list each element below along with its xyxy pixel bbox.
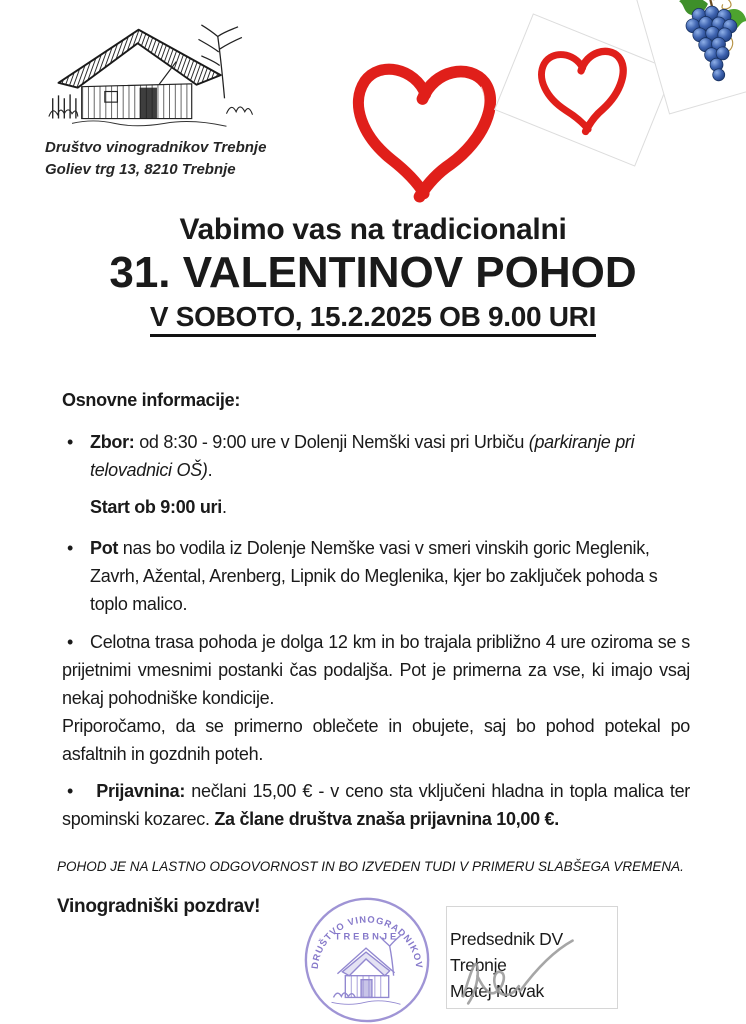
signature-block [446, 906, 618, 1009]
stamp-center-text: TREBNJE [334, 931, 400, 942]
page-title: 31. VALENTINOV POHOD [109, 248, 637, 297]
zbor-text: od 8:30 - 9:00 ure v Dolenji Nemški vasi pri Urbiču [134, 432, 529, 452]
list-item-zbor [62, 428, 690, 484]
pot-text: nas bo vodila iz Dolenje Nemške vasi v smeri vinskih goric Meglenik, Zavrh, Ažental, Arenberg, Lipnik do Meglenika, kjer bo zaključek pohoda s toplo malico. [90, 538, 658, 614]
closing-greeting: Vinogradniški pozdrav! [57, 896, 261, 917]
stamp-arc-text: DRUŠTVO VINOGRADNIKOV [309, 914, 425, 970]
pot-label: Pot [90, 538, 119, 558]
signature-image [449, 937, 611, 1009]
section-heading: Osnovne informacije: [62, 390, 241, 410]
zbor-note: (parkiranje pri telovadnici OŠ) [90, 432, 635, 480]
organization-address [45, 137, 266, 181]
start-line [62, 493, 690, 521]
grapes-icon [672, 0, 746, 87]
start-period: . [221, 497, 227, 517]
title-block [0, 213, 746, 337]
title-intro: Vabimo vas na tradicionalni [179, 213, 567, 246]
disclaimer-text: POHOD JE NA LASTNO ODGOVORNOST IN BO IZVEDEN TUDI V PRIMERU SLABŠEGA VREMENA. [57, 859, 684, 874]
heart-icon [348, 56, 500, 204]
zbor-label: Zbor: [90, 432, 135, 452]
prijavnina-bold-tail: Za člane društva znaša prijavnina 10,00 €. [214, 809, 559, 829]
president-name: Matej Novak [450, 981, 544, 1001]
trasa-text: Celotna trasa pohoda je dolga 12 km in bo trajala približno 4 ure oziroma se s prijetnimi vmesnimi postanki čas podaljša. Pot je primerna za vse, ki imajo vsaj nekaj pohodniške kondicije. [62, 632, 690, 708]
info-list [62, 428, 690, 484]
zbor-period: . [207, 460, 213, 480]
list-item-pot [62, 534, 690, 618]
start-bold: Start ob 9:00 uri [90, 497, 222, 517]
paragraph-prijavnina [62, 777, 690, 833]
svg-text:DRUŠTVO VINOGRADNIKOV [310, 914, 425, 969]
paragraph-trasa [62, 628, 690, 712]
president-title: Predsednik DV Trebnje [450, 929, 563, 975]
organization-name: Društvo vinogradnikov Trebnje [45, 139, 267, 156]
stamp-house-icon [332, 935, 401, 1004]
cottage-sketch-icon [45, 22, 267, 134]
event-date: V SOBOTO, 15.2.2025 OB 9.00 URI [150, 301, 596, 337]
priporocamo-text: Priporočamo, da se primerno oblečete in obujete, saj bo pohod potekal po asfaltnih in gozdnih poteh. [62, 716, 690, 764]
prijavnina-label: Prijavnina: [96, 781, 186, 801]
heart-icon [531, 39, 636, 141]
info-list-2 [62, 534, 690, 618]
prijavnina-text: nečlani 15,00 € - v ceno sta vključeni hladna in topla malica ter spominski kozarec. [62, 781, 690, 829]
organization-street: Goliev trg 13, 8210 Trebnje [45, 161, 236, 178]
body-text [57, 386, 690, 876]
paragraph-priporocamo [62, 712, 690, 768]
stamp-seal [298, 889, 436, 1024]
